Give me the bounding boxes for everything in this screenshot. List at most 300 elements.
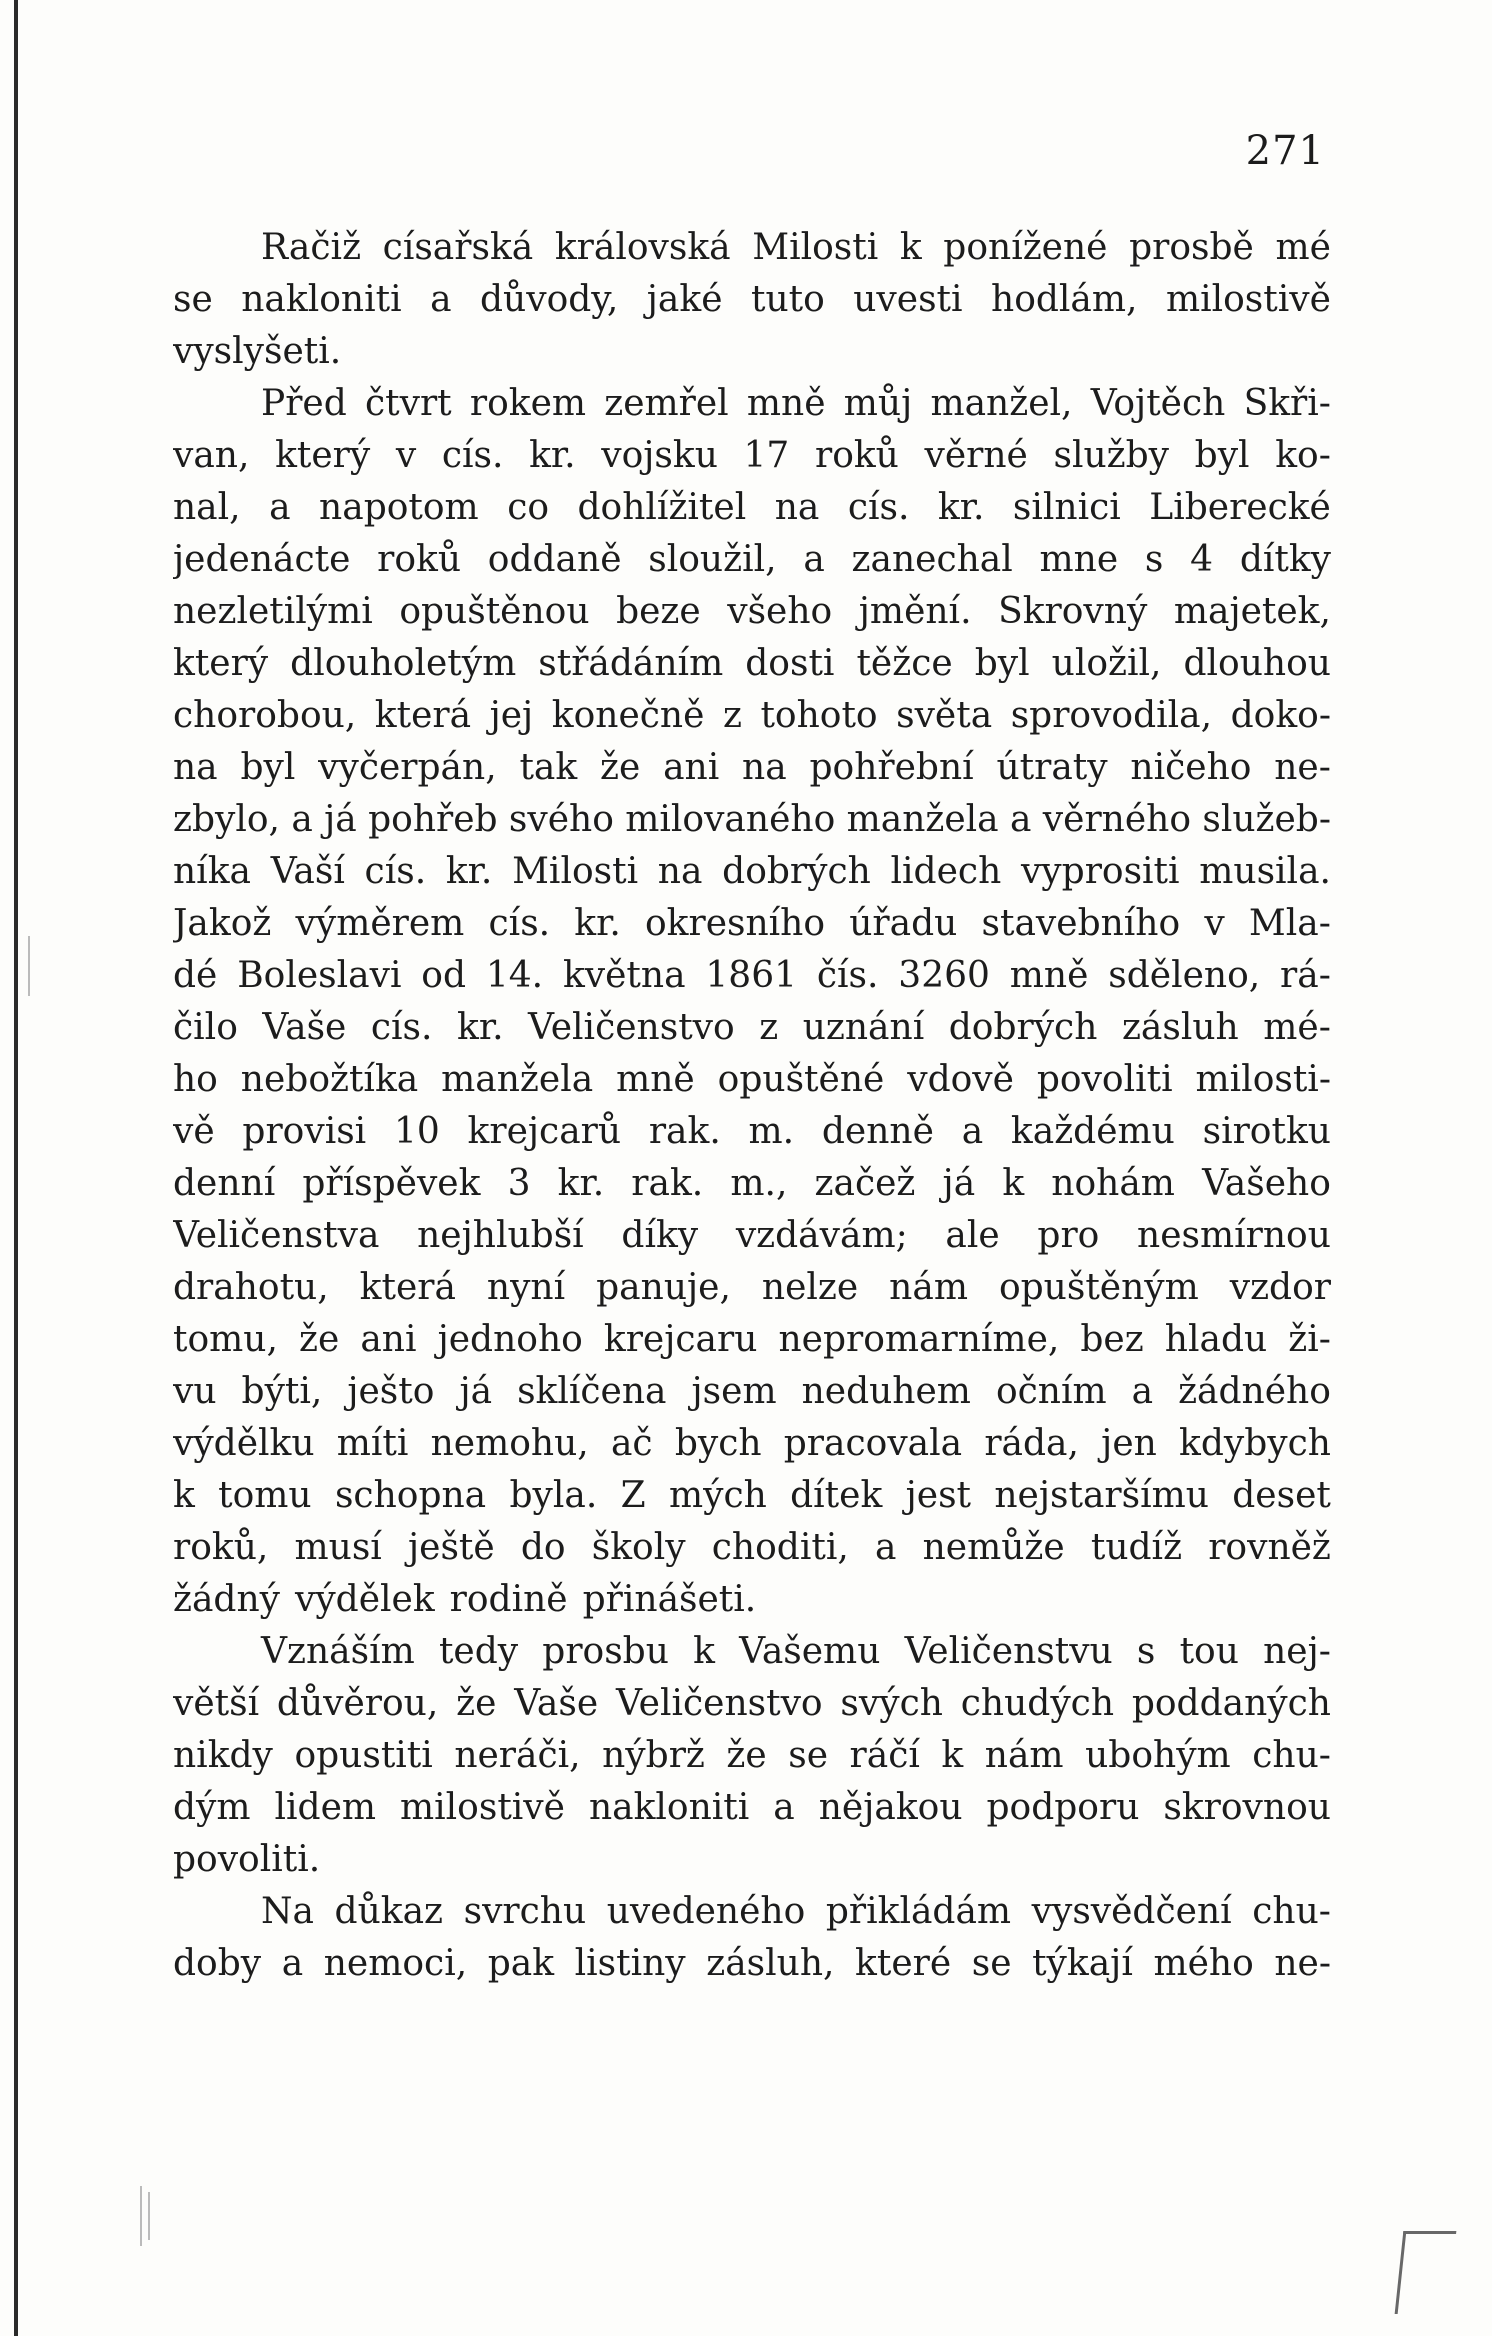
word: roků xyxy=(814,435,899,476)
word: silnici xyxy=(1012,487,1121,528)
body-text xyxy=(173,222,1331,1990)
word: manžela xyxy=(441,1059,594,1100)
word: které xyxy=(855,1943,952,1984)
word: Skři- xyxy=(1243,383,1331,424)
page-corner-mark xyxy=(1395,2231,1457,2314)
word: beze xyxy=(616,591,701,632)
word: dosti xyxy=(745,643,835,684)
word: se xyxy=(173,279,213,320)
word: Liberecké xyxy=(1149,487,1331,528)
word: důvěrou, xyxy=(276,1683,439,1724)
word: m., xyxy=(730,1163,788,1204)
word: žádný xyxy=(173,1579,280,1620)
word: zásluh xyxy=(1121,1007,1239,1048)
word: čís. xyxy=(816,955,879,996)
word: v xyxy=(395,435,417,476)
word: jaké xyxy=(646,279,723,320)
word: nesmírnou xyxy=(1137,1215,1331,1256)
word: Vašeho xyxy=(1202,1163,1331,1204)
word: dobrých xyxy=(722,851,871,892)
text-line xyxy=(173,742,1331,794)
word: 4 xyxy=(1190,539,1214,580)
word: dítky xyxy=(1239,539,1331,580)
word: sklíčena xyxy=(517,1371,667,1412)
word: příspěvek xyxy=(302,1163,481,1204)
word: milostivě xyxy=(400,1787,565,1828)
word: k xyxy=(1002,1163,1025,1204)
word: a xyxy=(961,1111,984,1152)
text-line xyxy=(173,1522,1331,1574)
word: doko- xyxy=(1230,695,1331,736)
word: hodlám, xyxy=(991,279,1138,320)
word: nemohu, xyxy=(430,1423,589,1464)
word: nám xyxy=(889,1267,968,1308)
text-line xyxy=(173,1366,1331,1418)
word: tohoto xyxy=(760,695,878,736)
page-number: 271 xyxy=(1245,128,1325,174)
word: tomu, xyxy=(173,1319,278,1360)
word: císařská xyxy=(382,227,534,268)
word: listiny xyxy=(574,1943,686,1984)
text-line xyxy=(173,222,1331,274)
text-line xyxy=(173,430,1331,482)
word: začež xyxy=(814,1163,916,1204)
word: já xyxy=(942,1163,976,1204)
word: Před xyxy=(261,383,347,424)
word: ani xyxy=(663,747,720,788)
word: na xyxy=(774,487,820,528)
word: služby xyxy=(1053,435,1170,476)
word: ač xyxy=(610,1423,653,1464)
word: panuje, xyxy=(596,1267,731,1308)
word: ubohým xyxy=(1085,1735,1231,1776)
word: byla. xyxy=(509,1475,598,1516)
word: nal, xyxy=(173,487,241,528)
word: ponížené xyxy=(943,227,1108,268)
word: Veličenstva xyxy=(173,1215,380,1256)
word: školy xyxy=(591,1527,686,1568)
word: jest xyxy=(905,1475,972,1516)
word: lidem xyxy=(274,1787,377,1828)
word: Vaší xyxy=(270,851,345,892)
word: cís. xyxy=(370,1007,433,1048)
word: a xyxy=(874,1527,897,1568)
word: opuštěnou xyxy=(399,591,590,632)
word: můj xyxy=(843,383,913,424)
word: byl xyxy=(974,643,1030,684)
word: kr. xyxy=(457,1007,504,1048)
word: čtvrt xyxy=(365,383,452,424)
word: pohřeb xyxy=(368,799,498,840)
text-line xyxy=(173,482,1331,534)
word: manžel, xyxy=(930,383,1073,424)
margin-mark xyxy=(28,936,30,996)
word: výdělku xyxy=(173,1423,315,1464)
word: vu xyxy=(173,1371,217,1412)
word: pracovala xyxy=(783,1423,963,1464)
word: dlouholetým xyxy=(290,643,517,684)
word: vzdávám; xyxy=(735,1215,908,1256)
text-line xyxy=(173,1314,1331,1366)
word: a xyxy=(1009,799,1032,840)
word: ráčí xyxy=(849,1735,920,1776)
word: s xyxy=(1144,539,1164,580)
word: zanechal xyxy=(851,539,1013,580)
word: rodině xyxy=(449,1579,568,1620)
word: přikládám xyxy=(825,1891,1012,1932)
page-binding-edge xyxy=(14,0,18,2336)
word: cís. xyxy=(441,435,504,476)
word: já xyxy=(324,799,357,840)
text-line xyxy=(173,326,1331,378)
text-line xyxy=(173,378,1331,430)
word: v xyxy=(1204,903,1225,944)
word: mně xyxy=(746,383,826,424)
word: chudých xyxy=(960,1683,1114,1724)
word: roků, xyxy=(173,1527,269,1568)
word: rovněž xyxy=(1208,1527,1331,1568)
word: který xyxy=(173,643,269,684)
word: mně xyxy=(1009,955,1089,996)
word: dým xyxy=(173,1787,251,1828)
word: přinášeti. xyxy=(582,1579,757,1620)
word: dé xyxy=(173,955,218,996)
word: Z xyxy=(620,1475,646,1516)
word: ješto xyxy=(347,1371,435,1412)
word: čilo xyxy=(173,1007,238,1048)
word: nejhlubší xyxy=(417,1215,584,1256)
text-line xyxy=(173,1782,1331,1834)
word: nakloniti xyxy=(588,1787,750,1828)
word: Milosti xyxy=(752,227,879,268)
word: neráči, xyxy=(454,1735,581,1776)
word: všeho xyxy=(727,591,833,632)
word: vysvědčení xyxy=(1031,1891,1232,1932)
word: tomu xyxy=(218,1475,312,1516)
word: roků xyxy=(377,539,462,580)
word: ho xyxy=(173,1059,218,1100)
word: byl xyxy=(1194,435,1250,476)
word: tuto xyxy=(750,279,825,320)
word: Milosti xyxy=(512,851,639,892)
text-line xyxy=(173,1418,1331,1470)
word: kdybych xyxy=(1179,1423,1331,1464)
word: na xyxy=(173,747,218,788)
word: že xyxy=(456,1683,497,1724)
word: Vašemu xyxy=(739,1631,881,1672)
word: oddaně xyxy=(487,539,622,580)
word: m. xyxy=(748,1111,795,1152)
word: těžce xyxy=(856,643,953,684)
word: lidech xyxy=(890,851,1002,892)
word: sděleno, xyxy=(1108,955,1261,996)
word: úřadu xyxy=(849,903,958,944)
word: Vojtěch xyxy=(1090,383,1226,424)
text-line xyxy=(173,950,1331,1002)
word: opuštěné xyxy=(717,1059,885,1100)
word: nyní xyxy=(486,1267,566,1308)
word: zásluh, xyxy=(706,1943,835,1984)
word: se xyxy=(788,1735,828,1776)
text-line xyxy=(173,1834,1331,1886)
word: která xyxy=(374,695,472,736)
word: ži- xyxy=(1288,1319,1331,1360)
word: Veličenstvu xyxy=(904,1631,1113,1672)
word: týkají xyxy=(1032,1943,1133,1984)
text-line xyxy=(173,794,1331,846)
word: mně xyxy=(616,1059,695,1100)
word: ničeho xyxy=(1130,747,1252,788)
word: světa xyxy=(896,695,993,736)
word: schopna xyxy=(334,1475,487,1516)
word: nelze xyxy=(761,1267,859,1308)
word: cís. xyxy=(364,851,427,892)
word: s xyxy=(1136,1631,1156,1672)
word: královská xyxy=(554,227,731,268)
word: vdově xyxy=(907,1059,1014,1100)
word: opuštěným xyxy=(998,1267,1199,1308)
word: nýbrž xyxy=(602,1735,705,1776)
word: tou xyxy=(1179,1631,1239,1672)
word: uvesti xyxy=(853,279,963,320)
word: díky xyxy=(621,1215,699,1256)
word: manžela xyxy=(846,799,999,840)
word: uvedeného xyxy=(606,1891,806,1932)
word: rokem xyxy=(469,383,587,424)
word: dobrých xyxy=(948,1007,1098,1048)
word: denně xyxy=(821,1111,934,1152)
word: milovaného xyxy=(625,799,836,840)
margin-mark xyxy=(148,2192,150,2240)
word: uložil, xyxy=(1051,643,1162,684)
word: Vaše xyxy=(262,1007,347,1048)
word: chu- xyxy=(1252,1735,1331,1776)
text-line xyxy=(173,1886,1331,1938)
word: tudíž xyxy=(1090,1527,1183,1568)
word: ještě xyxy=(407,1527,495,1568)
word: že xyxy=(600,747,641,788)
word: jsem xyxy=(691,1371,777,1412)
word: Mla- xyxy=(1248,903,1331,944)
word: krejcarů xyxy=(467,1111,622,1152)
word: nemoci, xyxy=(323,1943,468,1984)
word: musila. xyxy=(1199,851,1331,892)
word: výměrem xyxy=(295,903,465,944)
word: nohám xyxy=(1051,1163,1175,1204)
word: Vznáším xyxy=(261,1631,415,1672)
word: byl xyxy=(240,747,296,788)
word: 17 xyxy=(743,435,790,476)
word: hladu xyxy=(1164,1319,1268,1360)
word: jednoho xyxy=(437,1319,583,1360)
text-line xyxy=(173,1626,1331,1678)
word: a xyxy=(1131,1371,1154,1412)
word: nej- xyxy=(1263,1631,1331,1672)
word: mého xyxy=(1153,1943,1254,1984)
word: 1861 xyxy=(705,955,798,996)
word: výdělek xyxy=(295,1579,435,1620)
word: vě xyxy=(173,1111,215,1152)
word: že xyxy=(298,1319,340,1360)
word: bez xyxy=(1080,1319,1144,1360)
word: od xyxy=(421,955,467,996)
word: krejcaru xyxy=(603,1319,758,1360)
word: a xyxy=(281,1943,304,1984)
word: ne- xyxy=(1274,1943,1331,1984)
word: musí xyxy=(294,1527,382,1568)
word: ale xyxy=(945,1215,1000,1256)
word: tak xyxy=(519,747,578,788)
word: větší xyxy=(173,1683,260,1724)
word: vzdor xyxy=(1229,1267,1331,1308)
word: chorobou, xyxy=(173,695,357,736)
word: žádného xyxy=(1178,1371,1331,1412)
word: milostivě xyxy=(1165,279,1331,320)
text-line xyxy=(173,1106,1331,1158)
word: nikdy xyxy=(173,1735,273,1776)
word: dítek xyxy=(790,1475,883,1516)
word: 3 xyxy=(507,1163,531,1204)
word: nezletilými xyxy=(173,591,373,632)
text-line xyxy=(173,846,1331,898)
word: sloužil, xyxy=(648,539,777,580)
word: opustiti xyxy=(294,1735,433,1776)
text-line xyxy=(173,690,1331,742)
word: Jakož xyxy=(173,903,272,944)
word: 10 xyxy=(393,1111,440,1152)
word: zbylo, xyxy=(173,799,280,840)
word: ne- xyxy=(1274,747,1331,788)
word: sirotku xyxy=(1202,1111,1331,1152)
text-line xyxy=(173,1574,1331,1626)
word: svrchu xyxy=(463,1891,587,1932)
word: chu- xyxy=(1252,1891,1331,1932)
text-line xyxy=(173,1938,1331,1990)
word: pak xyxy=(487,1943,555,1984)
word: mých xyxy=(668,1475,767,1516)
word: napotom xyxy=(319,487,479,528)
word: co xyxy=(507,487,550,528)
word: a xyxy=(269,487,291,528)
margin-mark xyxy=(140,2186,142,2246)
word: okresního xyxy=(645,903,826,944)
word: kr. xyxy=(574,903,621,944)
word: služeb- xyxy=(1202,799,1331,840)
word: Veličenstvo xyxy=(615,1683,823,1724)
word: každému xyxy=(1010,1111,1175,1152)
word: nejstaršímu xyxy=(994,1475,1209,1516)
word: bych xyxy=(674,1423,762,1464)
text-line xyxy=(173,1262,1331,1314)
word: 3260 xyxy=(898,955,990,996)
word: nakloniti xyxy=(241,279,402,320)
word: mé- xyxy=(1263,1007,1331,1048)
word: mne xyxy=(1039,539,1119,580)
word: prosbu xyxy=(542,1631,669,1672)
word: pro xyxy=(1037,1215,1100,1256)
word: útraty xyxy=(996,747,1108,788)
word: na xyxy=(657,851,703,892)
word: nebožtíka xyxy=(240,1059,419,1100)
word: vyčerpán, xyxy=(318,747,497,788)
word: provisi xyxy=(242,1111,367,1152)
word: poddaných xyxy=(1131,1683,1331,1724)
word: konečně xyxy=(551,695,705,736)
word: povoliti xyxy=(1036,1059,1173,1100)
word: vyprositi xyxy=(1020,851,1180,892)
text-line xyxy=(173,1678,1331,1730)
word: a xyxy=(773,1787,795,1828)
text-line xyxy=(173,1210,1331,1262)
word: povoliti. xyxy=(173,1839,321,1880)
word: tedy xyxy=(438,1631,519,1672)
word: 14. xyxy=(485,955,544,996)
word: nemůže xyxy=(922,1527,1065,1568)
word: očním xyxy=(995,1371,1107,1412)
word: stavebního xyxy=(981,903,1181,944)
word: Na xyxy=(261,1891,314,1932)
word: dlouhou xyxy=(1183,643,1331,684)
word: která xyxy=(359,1267,456,1308)
word: důkaz xyxy=(334,1891,444,1932)
word: kr. xyxy=(557,1163,605,1204)
word: drahotu, xyxy=(173,1267,329,1308)
text-line xyxy=(173,1054,1331,1106)
word: nějakou xyxy=(818,1787,963,1828)
text-line xyxy=(173,534,1331,586)
word: nepromarníme, xyxy=(778,1319,1060,1360)
word: rak. xyxy=(631,1163,704,1204)
word: rá- xyxy=(1280,955,1331,996)
text-line xyxy=(173,638,1331,690)
word: věrného xyxy=(1042,799,1191,840)
word: cís. xyxy=(847,487,910,528)
word: k xyxy=(941,1735,964,1776)
word: k xyxy=(173,1475,195,1516)
word: choditi, xyxy=(711,1527,849,1568)
word: vyslyšeti. xyxy=(173,331,342,372)
word: pohřební xyxy=(809,747,974,788)
word: Boleslavi xyxy=(237,955,402,996)
word: podporu xyxy=(986,1787,1140,1828)
word: důvody, xyxy=(480,279,619,320)
word: skrovnou xyxy=(1163,1787,1331,1828)
word: majetek, xyxy=(1173,591,1331,632)
word: uznání xyxy=(802,1007,925,1048)
word: který xyxy=(275,435,371,476)
word: z xyxy=(759,1007,779,1048)
text-line xyxy=(173,898,1331,950)
word: k xyxy=(899,227,922,268)
word: ko- xyxy=(1275,435,1331,476)
word: Veličenstvo xyxy=(528,1007,735,1048)
word: deset xyxy=(1232,1475,1331,1516)
word: míti xyxy=(336,1423,409,1464)
word: ráda, xyxy=(984,1423,1079,1464)
word: května xyxy=(562,955,686,996)
text-line xyxy=(173,1002,1331,1054)
word: svých xyxy=(840,1683,943,1724)
word: neduhem xyxy=(801,1371,971,1412)
word: z xyxy=(722,695,742,736)
text-line xyxy=(173,1730,1331,1782)
word: kr. xyxy=(529,435,576,476)
word: Skrovný xyxy=(998,591,1148,632)
word: a xyxy=(291,799,313,840)
word: dohlížitel xyxy=(577,487,747,528)
word: a xyxy=(430,279,452,320)
text-line xyxy=(173,1470,1331,1522)
